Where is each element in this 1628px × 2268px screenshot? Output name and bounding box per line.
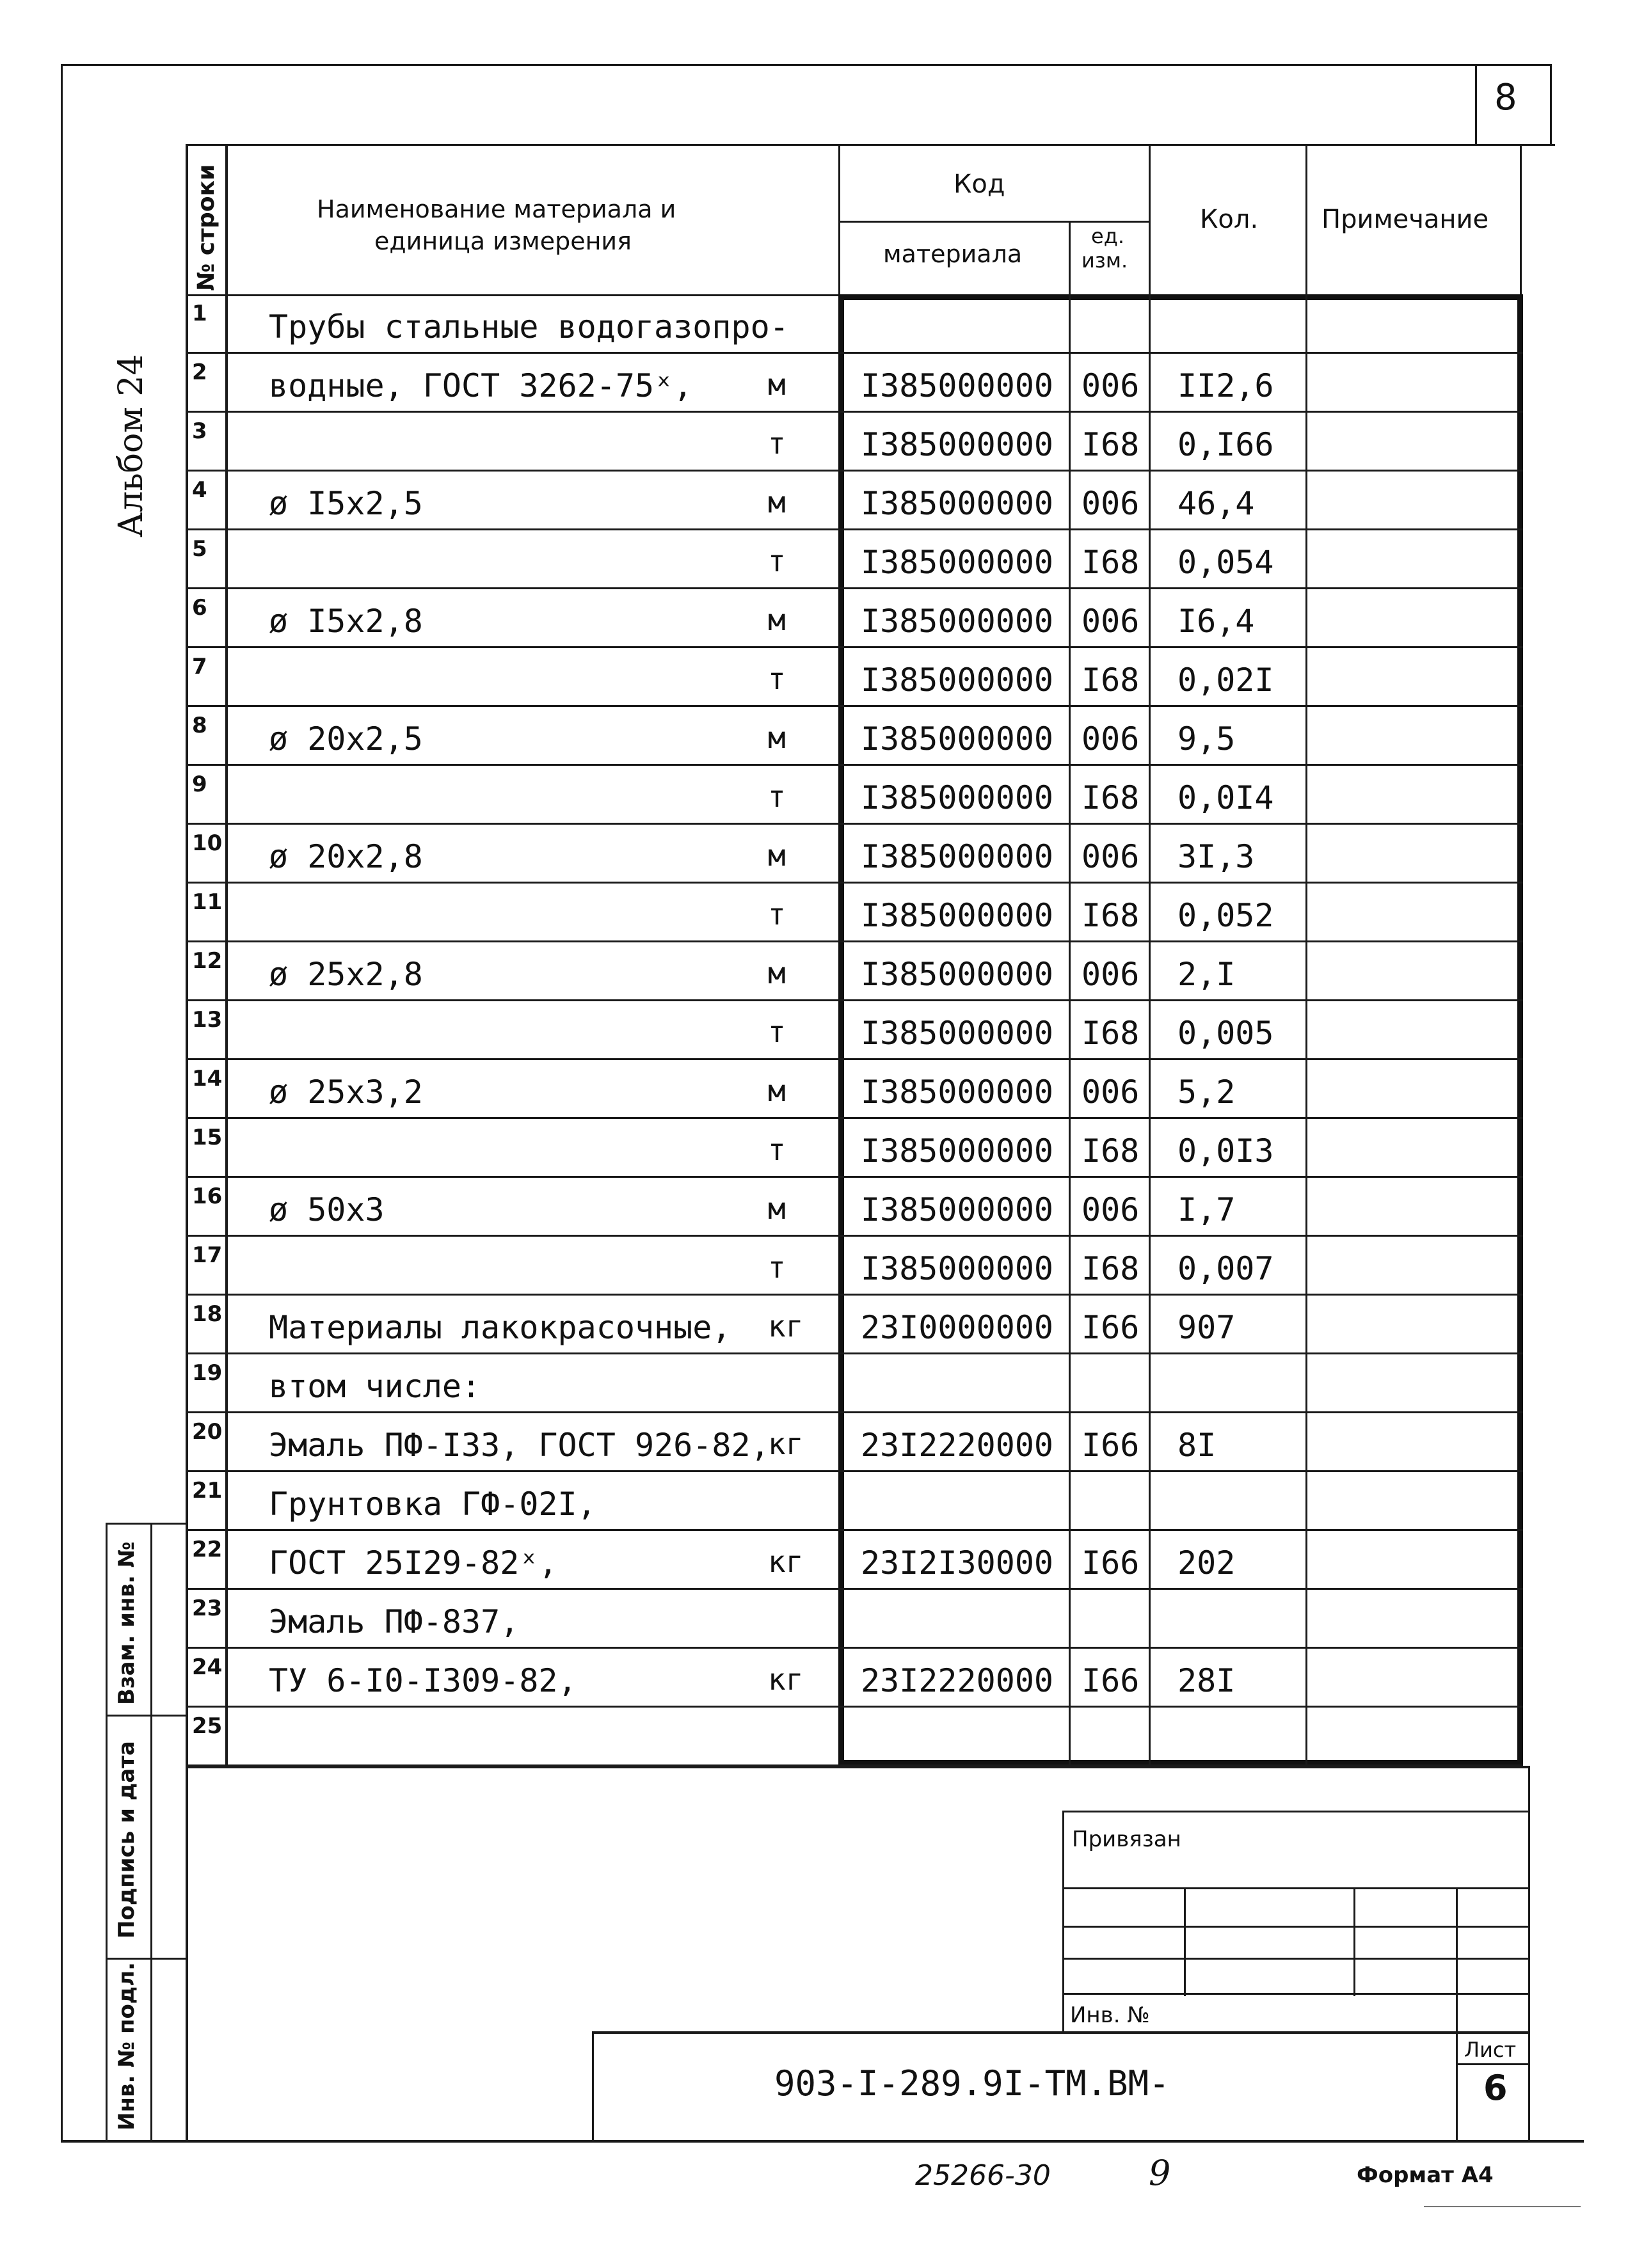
cell-n: 7 bbox=[192, 654, 207, 679]
corner-box-left bbox=[1475, 64, 1477, 144]
tb-v1 bbox=[1184, 1887, 1186, 1996]
cell-code: I385000000 bbox=[861, 485, 1054, 522]
cell-qty: 0,0I3 bbox=[1177, 1132, 1274, 1170]
cell-name: Материалы лакокрасочные, bbox=[269, 1309, 731, 1346]
table-row bbox=[0, 883, 1628, 942]
cell-ucode: I68 bbox=[1081, 1132, 1140, 1170]
cell-n: 18 bbox=[192, 1301, 223, 1327]
cell-qty: II2,6 bbox=[1177, 367, 1274, 404]
cell-n: 6 bbox=[192, 595, 207, 621]
cell-unit: м bbox=[768, 485, 786, 519]
table-row bbox=[0, 1589, 1628, 1648]
table-row bbox=[0, 1648, 1628, 1707]
table-row bbox=[0, 1001, 1628, 1059]
cell-ucode: I68 bbox=[1081, 426, 1140, 463]
cell-n: 1 bbox=[192, 301, 207, 326]
cell-qty: 46,4 bbox=[1177, 485, 1255, 522]
cell-code: 23I2220000 bbox=[861, 1427, 1054, 1464]
cell-name: ø 50х3 bbox=[269, 1191, 385, 1228]
table-row bbox=[0, 706, 1628, 765]
table-row bbox=[0, 530, 1628, 589]
cell-code: I385000000 bbox=[861, 897, 1054, 934]
cell-name: водные, ГОСТ 3262-75ˣ, bbox=[269, 367, 693, 404]
cell-n: 15 bbox=[192, 1125, 223, 1150]
tb-h1 bbox=[1062, 1887, 1529, 1889]
cell-unit: т bbox=[768, 544, 786, 578]
cell-unit: м bbox=[768, 1191, 786, 1226]
cell-ucode: 006 bbox=[1081, 367, 1140, 404]
cell-qty: I,7 bbox=[1177, 1191, 1236, 1228]
cell-unit: м bbox=[768, 720, 786, 755]
table-top-line bbox=[186, 144, 1555, 146]
cell-unit: м bbox=[768, 367, 786, 402]
cell-n: 3 bbox=[192, 418, 207, 444]
cell-qty: 0,052 bbox=[1177, 897, 1274, 934]
stamp-top bbox=[106, 1523, 188, 1525]
cell-code: I385000000 bbox=[861, 720, 1054, 757]
cell-ucode: 006 bbox=[1081, 603, 1140, 640]
hdr-sep-qty bbox=[1305, 144, 1307, 297]
cell-unit: м bbox=[768, 956, 786, 990]
header-name-line1: Наименование материала и bbox=[317, 195, 676, 223]
header-name-line2: единица измерения bbox=[374, 227, 632, 255]
frame-right-line bbox=[1550, 64, 1552, 144]
table-row bbox=[0, 1707, 1628, 1766]
cell-code: I385000000 bbox=[861, 1132, 1054, 1170]
cell-n: 23 bbox=[192, 1596, 223, 1621]
cell-qty: 0,I66 bbox=[1177, 426, 1274, 463]
frame-bottom-line bbox=[61, 2140, 1584, 2143]
stamp-inv-podl: Инв. № подл. bbox=[114, 1962, 140, 2130]
cell-unit: т bbox=[768, 426, 786, 461]
tb-right bbox=[1528, 1766, 1530, 2140]
cell-unit: кг bbox=[768, 1309, 804, 1344]
cell-qty: 0,005 bbox=[1177, 1015, 1274, 1052]
header-note: Примечание bbox=[1321, 205, 1489, 234]
cell-ucode: I66 bbox=[1081, 1544, 1140, 1582]
header-qty: Кол. bbox=[1200, 205, 1259, 234]
code-box-top bbox=[592, 2031, 1529, 2034]
cell-n: 14 bbox=[192, 1066, 223, 1091]
table-row bbox=[0, 1295, 1628, 1354]
doc-code: 903-I-289.9I-ТМ.ВМ- bbox=[774, 2063, 1170, 2104]
cell-code: 23I2I30000 bbox=[861, 1544, 1054, 1582]
cell-unit: м bbox=[768, 838, 786, 873]
hdr-sep-unit bbox=[1069, 221, 1071, 297]
cell-unit: кг bbox=[768, 1427, 804, 1461]
cell-name: ø I5х2,5 bbox=[269, 485, 423, 522]
cell-ucode: I68 bbox=[1081, 544, 1140, 581]
sheet-number: 6 bbox=[1483, 2068, 1508, 2108]
table-row bbox=[0, 765, 1628, 824]
cell-name: ø 25х2,8 bbox=[269, 956, 423, 993]
table-row bbox=[0, 471, 1628, 530]
cell-n: 5 bbox=[192, 536, 207, 562]
cell-unit: т bbox=[768, 1015, 786, 1049]
cell-unit: т bbox=[768, 897, 786, 932]
cell-unit: кг bbox=[768, 1662, 804, 1697]
cell-qty: 202 bbox=[1177, 1544, 1236, 1582]
cell-ucode: I68 bbox=[1081, 1250, 1140, 1287]
cell-qty: I6,4 bbox=[1177, 603, 1255, 640]
tb-privyazan: Привязан bbox=[1072, 1827, 1181, 1852]
cell-ucode: 006 bbox=[1081, 1191, 1140, 1228]
cell-name: Эмаль ПФ-837, bbox=[269, 1603, 520, 1640]
cell-name: Эмаль ПФ-I33, ГОСТ 926-82, bbox=[269, 1427, 770, 1464]
cell-ucode: I68 bbox=[1081, 897, 1140, 934]
table-row bbox=[0, 412, 1628, 471]
cell-qty: 8I bbox=[1177, 1427, 1217, 1464]
cell-qty: 5,2 bbox=[1177, 1074, 1236, 1111]
cell-n: 21 bbox=[192, 1478, 223, 1503]
sheet-corner-number: 8 bbox=[1494, 77, 1517, 118]
cell-qty: 2,I bbox=[1177, 956, 1236, 993]
cell-code: 23I2220000 bbox=[861, 1662, 1054, 1699]
stamp-podpis: Подпись и дата bbox=[114, 1741, 140, 1939]
cell-name: Трубы стальные водогазопро- bbox=[269, 308, 789, 345]
cell-unit: м bbox=[768, 1074, 786, 1108]
cell-code: I385000000 bbox=[861, 603, 1054, 640]
table-row bbox=[0, 1530, 1628, 1589]
table-bottom-line bbox=[186, 1766, 1529, 1768]
table-row bbox=[0, 1177, 1628, 1236]
cell-code: I385000000 bbox=[861, 956, 1054, 993]
stamp-vzam: Взам. инв. № bbox=[114, 1541, 140, 1705]
hdr-sep-code bbox=[1149, 144, 1151, 297]
cell-qty: 0,0I4 bbox=[1177, 779, 1274, 816]
header-code-unit1: ед. bbox=[1091, 224, 1124, 248]
table-row bbox=[0, 1354, 1628, 1413]
table-row bbox=[0, 589, 1628, 647]
table-row bbox=[0, 353, 1628, 412]
cell-qty: 0,054 bbox=[1177, 544, 1274, 581]
tb-h3 bbox=[1062, 1958, 1529, 1960]
cell-name: втом числе: bbox=[269, 1368, 481, 1405]
cell-code: I385000000 bbox=[861, 779, 1054, 816]
cell-unit: м bbox=[768, 603, 786, 637]
tb-v3 bbox=[1456, 1887, 1458, 2140]
cell-ucode: 006 bbox=[1081, 1074, 1140, 1111]
cell-code: I385000000 bbox=[861, 838, 1054, 875]
cell-ucode: I66 bbox=[1081, 1427, 1140, 1464]
col-line-qty bbox=[1305, 294, 1307, 1766]
header-code: Код bbox=[954, 170, 1005, 199]
tb-v2 bbox=[1353, 1887, 1355, 1996]
table-row bbox=[0, 647, 1628, 706]
stamp-sep1 bbox=[106, 1715, 188, 1717]
table-row bbox=[0, 1413, 1628, 1471]
frame-top-line bbox=[61, 64, 1552, 66]
cell-n: 17 bbox=[192, 1242, 223, 1268]
cell-n: 24 bbox=[192, 1654, 223, 1680]
code-box-left bbox=[592, 2031, 594, 2140]
cell-code: I385000000 bbox=[861, 426, 1054, 463]
cell-n: 20 bbox=[192, 1419, 223, 1445]
page-number: 9 bbox=[1149, 2153, 1171, 2193]
table-row bbox=[0, 1471, 1628, 1530]
cell-qty: 9,5 bbox=[1177, 720, 1236, 757]
cell-n: 25 bbox=[192, 1713, 223, 1739]
table-row bbox=[0, 824, 1628, 883]
header-code-material: материала bbox=[883, 240, 1023, 268]
header-code-unit2: изм. bbox=[1081, 248, 1128, 273]
tb-h2 bbox=[1062, 1926, 1529, 1928]
table-row bbox=[0, 1236, 1628, 1295]
table-row bbox=[0, 294, 1628, 353]
cell-unit: т bbox=[768, 662, 786, 696]
cell-n: 13 bbox=[192, 1007, 223, 1033]
col-line-unit bbox=[1069, 294, 1071, 1766]
cell-n: 11 bbox=[192, 889, 223, 915]
cell-ucode: I68 bbox=[1081, 779, 1140, 816]
cell-name: ø I5х2,8 bbox=[269, 603, 423, 640]
cell-qty: 907 bbox=[1177, 1309, 1236, 1346]
cell-unit: т bbox=[768, 779, 786, 814]
cell-n: 10 bbox=[192, 830, 223, 856]
cell-code: 23I0000000 bbox=[861, 1309, 1054, 1346]
order-number: 25266-30 bbox=[915, 2159, 1051, 2192]
table-right-line-header bbox=[1520, 144, 1522, 294]
cell-unit: кг bbox=[768, 1544, 804, 1579]
cell-ucode: I66 bbox=[1081, 1309, 1140, 1346]
tb-inv-no: Инв. № bbox=[1070, 2002, 1150, 2028]
cell-qty: 0,007 bbox=[1177, 1250, 1274, 1287]
cell-n: 12 bbox=[192, 948, 223, 974]
album-label: Альбом 24 bbox=[112, 354, 150, 537]
cell-code: I385000000 bbox=[861, 1191, 1054, 1228]
stamp-outer-left bbox=[106, 1523, 108, 2140]
cell-code: I385000000 bbox=[861, 1074, 1054, 1111]
sheet-label: Лист bbox=[1464, 2038, 1517, 2062]
cell-n: 19 bbox=[192, 1360, 223, 1386]
cell-n: 8 bbox=[192, 713, 207, 738]
cell-unit: т bbox=[768, 1250, 786, 1285]
header-row-no: № строки bbox=[193, 164, 219, 291]
stamp-mid bbox=[150, 1523, 152, 2140]
cell-qty: 28I bbox=[1177, 1662, 1236, 1699]
col-line-code bbox=[1149, 294, 1151, 1766]
cell-name: ø 20х2,8 bbox=[269, 838, 423, 875]
cell-code: I385000000 bbox=[861, 1250, 1054, 1287]
table-row bbox=[0, 1059, 1628, 1118]
cell-name: ø 20х2,5 bbox=[269, 720, 423, 757]
cell-code: I385000000 bbox=[861, 662, 1054, 699]
cell-qty: 0,02I bbox=[1177, 662, 1274, 699]
table-row bbox=[0, 1118, 1628, 1177]
cell-ucode: 006 bbox=[1081, 956, 1140, 993]
cell-ucode: 006 bbox=[1081, 838, 1140, 875]
table-row bbox=[0, 942, 1628, 1001]
cell-code: I385000000 bbox=[861, 367, 1054, 404]
cell-qty: 3I,3 bbox=[1177, 838, 1255, 875]
tb-top bbox=[1062, 1811, 1529, 1812]
tb-h4 bbox=[1062, 1993, 1529, 1995]
cell-n: 22 bbox=[192, 1537, 223, 1562]
cell-ucode: I66 bbox=[1081, 1662, 1140, 1699]
stamp-sep2 bbox=[106, 1958, 188, 1960]
cell-n: 4 bbox=[192, 477, 207, 503]
cell-ucode: 006 bbox=[1081, 720, 1140, 757]
cell-ucode: I68 bbox=[1081, 662, 1140, 699]
cell-code: I385000000 bbox=[861, 544, 1054, 581]
cell-ucode: I68 bbox=[1081, 1015, 1140, 1052]
cell-n: 16 bbox=[192, 1184, 223, 1209]
cell-name: Грунтовка ГФ-02I, bbox=[269, 1486, 596, 1523]
cell-name: ГОСТ 25I29-82ˣ, bbox=[269, 1544, 558, 1582]
format-label: Формат А4 bbox=[1357, 2162, 1494, 2188]
cell-name: ТУ 6-I0-I309-82, bbox=[269, 1662, 577, 1699]
sheet-label-sep bbox=[1456, 2063, 1529, 2065]
tb-outer-left bbox=[1062, 1811, 1064, 2031]
cell-n: 9 bbox=[192, 772, 207, 797]
hdr-code-split bbox=[838, 221, 1149, 223]
cell-ucode: 006 bbox=[1081, 485, 1140, 522]
cell-n: 2 bbox=[192, 360, 207, 385]
cell-name: ø 25х3,2 bbox=[269, 1074, 423, 1111]
format-underline bbox=[1424, 2206, 1581, 2207]
cell-unit: т bbox=[768, 1132, 786, 1167]
cell-code: I385000000 bbox=[861, 1015, 1054, 1052]
